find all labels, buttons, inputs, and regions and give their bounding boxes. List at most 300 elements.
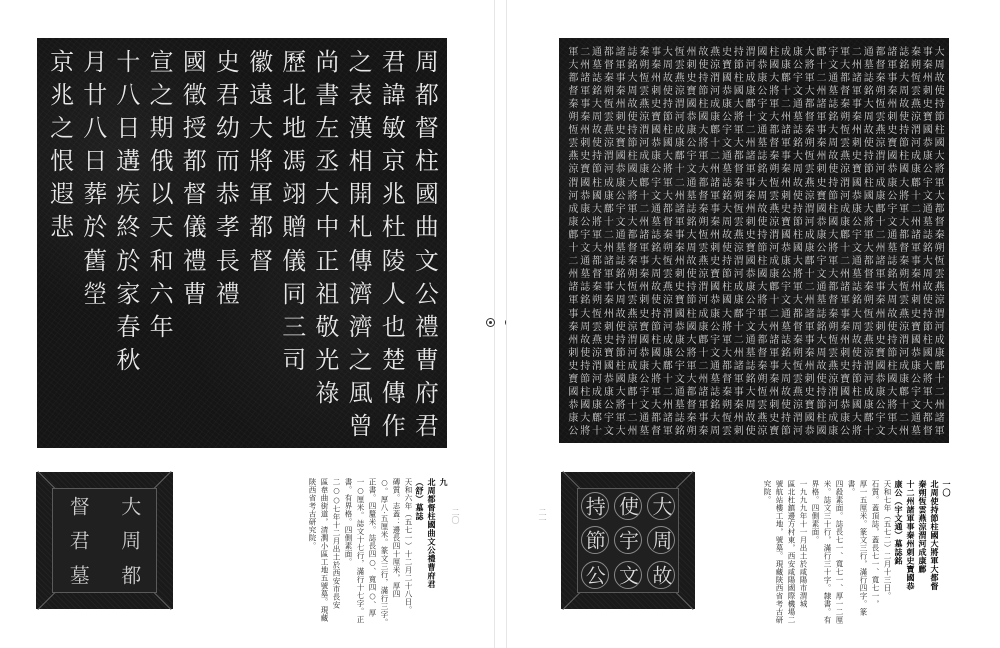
inscription-char: 燕 bbox=[896, 307, 908, 318]
inscription-char: 寶 bbox=[908, 320, 920, 331]
inscription-char: 秦 bbox=[920, 58, 932, 69]
inscription-char: 秦 bbox=[648, 58, 660, 69]
inscription-char: 都 bbox=[766, 124, 778, 135]
inscription-char: 康 bbox=[908, 359, 920, 370]
inscription-char bbox=[242, 376, 275, 409]
inscription-char: 周 bbox=[920, 268, 932, 279]
inscription-char: 督 bbox=[684, 399, 696, 410]
inscription-char: 諸 bbox=[873, 255, 885, 266]
inscription-char bbox=[176, 309, 209, 342]
inscription-char: 大 bbox=[624, 176, 636, 187]
inscription-char: 恆 bbox=[719, 412, 731, 423]
inscription-char: 將 bbox=[660, 163, 672, 174]
inscription-char: 雲 bbox=[731, 215, 743, 226]
inscription-char: 周 bbox=[849, 320, 861, 331]
inscription-char: 燕 bbox=[754, 412, 766, 423]
inscription-char: 持 bbox=[660, 97, 672, 108]
inscription-char: 事 bbox=[577, 97, 589, 108]
inscription-char: 寶 bbox=[636, 320, 648, 331]
inscription-char: 大 bbox=[310, 181, 339, 206]
inscription-char: 大 bbox=[837, 58, 849, 69]
inscription-char: 柱 bbox=[660, 124, 672, 135]
inscription-char: 恆 bbox=[731, 202, 743, 213]
inscription-char: 故 bbox=[778, 386, 790, 397]
inscription-char bbox=[76, 309, 109, 342]
inscription-char: 雲 bbox=[589, 320, 601, 331]
inscription-char: 而 bbox=[211, 148, 240, 173]
inscription-char bbox=[275, 376, 308, 409]
epitaph-lid-rubbing-right bbox=[561, 472, 695, 609]
inscription-char: 文 bbox=[577, 242, 589, 253]
inscription-char: 康 bbox=[766, 268, 778, 279]
inscription-char: 書 bbox=[310, 81, 339, 106]
inscription-char: 大 bbox=[802, 45, 814, 56]
inscription-char: 宇 bbox=[825, 45, 837, 56]
inscription-char: 誌 bbox=[884, 255, 896, 266]
inscription-char: 二 bbox=[565, 255, 577, 266]
lid-char: 宇 bbox=[611, 523, 644, 557]
inscription-char: 周 bbox=[684, 242, 696, 253]
caption-line: ○。厚八·五厘米。篆文三行，滿行三字。 bbox=[380, 478, 389, 627]
inscription-char: 朔 bbox=[790, 346, 802, 357]
inscription-char: 督 bbox=[648, 425, 660, 436]
inscription-char: 宇 bbox=[754, 97, 766, 108]
inscription-char: 寶 bbox=[920, 111, 932, 122]
entry-description bbox=[761, 480, 893, 630]
inscription-char: 月 bbox=[78, 48, 107, 73]
inscription-char: 渭 bbox=[766, 228, 778, 239]
inscription-char: 督 bbox=[920, 425, 932, 436]
inscription-char: 軍 bbox=[802, 320, 814, 331]
inscription-char: 燕 bbox=[825, 359, 837, 370]
inscription-char: 刺 bbox=[648, 84, 660, 95]
lid-char: 公 bbox=[578, 558, 611, 592]
entry-title bbox=[414, 478, 438, 628]
inscription-char: 都 bbox=[731, 150, 743, 161]
inscription-char: 河 bbox=[707, 84, 719, 95]
inscription-char: 雲 bbox=[896, 294, 908, 305]
inscription-char: 鄜 bbox=[873, 202, 885, 213]
inscription-char: 將 bbox=[766, 84, 778, 95]
inscription-char: 將 bbox=[932, 163, 944, 174]
inscription-char: 雲 bbox=[908, 84, 920, 95]
inscription-char: 鄜 bbox=[802, 255, 814, 266]
inscription-char: 渭 bbox=[825, 386, 837, 397]
inscription-char: 州 bbox=[837, 268, 849, 279]
inscription-char: 燕 bbox=[873, 124, 885, 135]
inscription-char: 國 bbox=[908, 333, 920, 344]
inscription-char: 秦 bbox=[695, 202, 707, 213]
inscription-char: 軍 bbox=[731, 373, 743, 384]
inscription-char: 恭 bbox=[802, 425, 814, 436]
inscription-char: 軍 bbox=[613, 58, 625, 69]
inscription-char: 二 bbox=[672, 176, 684, 187]
inscription-char: 涼 bbox=[896, 320, 908, 331]
inscription-char: 州 bbox=[873, 242, 885, 253]
inscription-char: 將 bbox=[624, 189, 636, 200]
inscription-char: 諸 bbox=[837, 281, 849, 292]
inscription-char: 軍 bbox=[660, 176, 672, 187]
caption-line: （舒）墓誌 bbox=[415, 478, 425, 521]
inscription-char: 銘 bbox=[648, 242, 660, 253]
caption-line: 一九九九年十一月出土於咸陽市渭城 bbox=[799, 480, 808, 608]
inscription-char: 諸 bbox=[636, 228, 648, 239]
inscription-char: 國 bbox=[613, 373, 625, 384]
inscription-char: 幼 bbox=[211, 114, 240, 139]
inscription-char: 秦 bbox=[589, 281, 601, 292]
inscription-char: 公 bbox=[636, 373, 648, 384]
inscription-char: 史 bbox=[849, 150, 861, 161]
inscription-char: 故 bbox=[743, 412, 755, 423]
inscription-char: 督 bbox=[837, 84, 849, 95]
epitaph-rubbing-left bbox=[37, 38, 447, 448]
inscription-char: 周 bbox=[624, 84, 636, 95]
inscription-char: 秦 bbox=[613, 84, 625, 95]
inscription-char: 故 bbox=[577, 333, 589, 344]
inscription-char: 秦 bbox=[873, 71, 885, 82]
inscription-char: 大 bbox=[884, 281, 896, 292]
inscription-char: 節 bbox=[790, 215, 802, 226]
inscription-char: 河 bbox=[589, 373, 601, 384]
inscription-char bbox=[43, 409, 76, 442]
entry-number: 九 bbox=[439, 478, 449, 487]
inscription-char: 朔 bbox=[896, 268, 908, 279]
inscription-char: 祖 bbox=[310, 280, 339, 305]
inscription-char: 傳 bbox=[344, 247, 373, 272]
inscription-char: 州 bbox=[932, 399, 944, 410]
inscription-char: 軍 bbox=[861, 228, 873, 239]
inscription-char: 通 bbox=[707, 359, 719, 370]
inscription-char: 大 bbox=[613, 386, 625, 397]
inscription-char: 墓 bbox=[577, 268, 589, 279]
inscription-char: 曾 bbox=[344, 413, 373, 438]
inscription-char: 公 bbox=[707, 320, 719, 331]
inscription-char: 軍 bbox=[565, 294, 577, 305]
inscription-char: 柱 bbox=[589, 176, 601, 187]
inscription-char: 周 bbox=[613, 294, 625, 305]
inscription-char: 大 bbox=[825, 268, 837, 279]
inscription-char: 軍 bbox=[577, 84, 589, 95]
inscription-char: 州 bbox=[802, 359, 814, 370]
inscription-char: 銘 bbox=[719, 189, 731, 200]
inscription-char: 節 bbox=[695, 84, 707, 95]
inscription-char: 國 bbox=[743, 255, 755, 266]
inscription-char: 諸 bbox=[601, 255, 613, 266]
inscription-char: 節 bbox=[613, 346, 625, 357]
inscription-char: 國 bbox=[825, 215, 837, 226]
inscription-char: 史 bbox=[707, 255, 719, 266]
caption-line: 四殺素面。誌長七一、寬七一、厚一二厘 bbox=[835, 480, 844, 624]
inscription-char: 燕 bbox=[624, 307, 636, 318]
inscription-char: 二 bbox=[766, 307, 778, 318]
inscription-char: 大 bbox=[684, 373, 696, 384]
inscription-char: 節 bbox=[861, 163, 873, 174]
inscription-char: 鄜 bbox=[778, 71, 790, 82]
inscription-char: 軍 bbox=[589, 228, 601, 239]
inscription-char: 墓 bbox=[778, 320, 790, 331]
inscription-char: 家 bbox=[111, 280, 140, 305]
inscription-char: 軍 bbox=[884, 58, 896, 69]
inscription-char: 二 bbox=[837, 255, 849, 266]
inscription-char: 誌 bbox=[813, 307, 825, 318]
inscription-char: 事 bbox=[802, 333, 814, 344]
inscription-char: 相 bbox=[344, 148, 373, 173]
inscription-char: 史 bbox=[565, 359, 577, 370]
inscription-char: 陵 bbox=[377, 247, 406, 272]
inscription-char: 康 bbox=[837, 215, 849, 226]
inscription-char: 文 bbox=[813, 268, 825, 279]
inscription-char: 柱 bbox=[884, 359, 896, 370]
inscription-char: 督 bbox=[790, 320, 802, 331]
caption-right bbox=[761, 480, 953, 630]
inscription-char: 雲 bbox=[672, 58, 684, 69]
inscription-char: 諸 bbox=[695, 386, 707, 397]
inscription-char: 敬 bbox=[310, 313, 339, 338]
inscription-char: 將 bbox=[825, 242, 837, 253]
inscription-char: 故 bbox=[896, 97, 908, 108]
inscription-char: 涼 bbox=[873, 137, 885, 148]
inscription-char: 文 bbox=[613, 215, 625, 226]
inscription-char: 督 bbox=[695, 189, 707, 200]
inscription-char: 秦 bbox=[837, 97, 849, 108]
inscription-char: 都 bbox=[825, 281, 837, 292]
inscription-char: 禮 bbox=[178, 247, 207, 272]
inscription-char: 州 bbox=[837, 333, 849, 344]
inscription-char: 康 bbox=[790, 45, 802, 56]
inscription-char: 司 bbox=[277, 347, 306, 372]
inscription-char: 史 bbox=[908, 307, 920, 318]
inscription-char: 君 bbox=[377, 48, 406, 73]
inscription-char bbox=[209, 409, 242, 442]
inscription-char: 督 bbox=[601, 58, 613, 69]
inscription-char: 康 bbox=[672, 137, 684, 148]
inscription-char: 通 bbox=[636, 412, 648, 423]
inscription-char: 諸 bbox=[766, 333, 778, 344]
inscription-char: 節 bbox=[589, 163, 601, 174]
inscription-char: 大 bbox=[648, 399, 660, 410]
inscription-char: 大 bbox=[790, 255, 802, 266]
inscription-char: 葬 bbox=[78, 181, 107, 206]
inscription-char: 成 bbox=[896, 359, 908, 370]
inscription-char: 州 bbox=[778, 176, 790, 187]
inscription-char: 史 bbox=[672, 281, 684, 292]
inscription-char: 事 bbox=[849, 97, 861, 108]
inscription-char: 風 bbox=[344, 380, 373, 405]
inscription-char: 通 bbox=[884, 228, 896, 239]
inscription-char: 持 bbox=[932, 97, 944, 108]
inscription-char: 州 bbox=[884, 97, 896, 108]
inscription-char: 塋 bbox=[78, 280, 107, 305]
inscription-char: 墓 bbox=[743, 346, 755, 357]
inscription-char: 周 bbox=[790, 163, 802, 174]
inscription-char: 恭 bbox=[565, 399, 577, 410]
inscription-char: 恆 bbox=[672, 45, 684, 56]
inscription-char: 二 bbox=[624, 412, 636, 423]
inscription-char: 大 bbox=[731, 97, 743, 108]
inscription-char: 鄜 bbox=[707, 124, 719, 135]
inscription-char: 軍 bbox=[920, 386, 932, 397]
inscription-char: 和 bbox=[145, 247, 174, 272]
inscription-char: 十 bbox=[565, 242, 577, 253]
inscription-char: 大 bbox=[589, 242, 601, 253]
inscription-char: 朔 bbox=[754, 373, 766, 384]
inscription-char: 大 bbox=[719, 307, 731, 318]
inscription-char: 十 bbox=[589, 425, 601, 436]
inscription-char: 軍 bbox=[244, 181, 273, 206]
inscription-char: 持 bbox=[754, 228, 766, 239]
inscription-char: 恆 bbox=[766, 176, 778, 187]
inscription-char: 國 bbox=[932, 137, 944, 148]
inscription-char: 涼 bbox=[695, 268, 707, 279]
inscription-char: 日 bbox=[78, 148, 107, 173]
inscription-char: 史 bbox=[636, 307, 648, 318]
inscription-char: 督 bbox=[802, 111, 814, 122]
inscription-char: 銘 bbox=[707, 399, 719, 410]
inscription-char: 州 bbox=[565, 333, 577, 344]
inscription-char: 之 bbox=[145, 81, 174, 106]
inscription-char: 銘 bbox=[589, 84, 601, 95]
inscription-char: 徽 bbox=[244, 48, 273, 73]
inscription-char: 恨 bbox=[45, 148, 74, 173]
inscription-char: 曹 bbox=[178, 280, 207, 305]
inscription-char: 刺 bbox=[636, 294, 648, 305]
inscription-char: 成 bbox=[766, 255, 778, 266]
caption-line: 康公（宇文通）墓誌銘 bbox=[894, 480, 904, 565]
inscription-char: 故 bbox=[825, 150, 837, 161]
inscription-char: 成 bbox=[802, 228, 814, 239]
lid-inscription-left bbox=[52, 488, 157, 593]
inscription-char: 軍 bbox=[624, 202, 636, 213]
inscription-char: 恆 bbox=[754, 386, 766, 397]
inscription-char: 涼 bbox=[754, 425, 766, 436]
inscription-char: 恭 bbox=[601, 373, 613, 384]
inscription-char: 恭 bbox=[884, 163, 896, 174]
inscription-char: 秦 bbox=[684, 412, 696, 423]
caption-line: 陝西省考古研究院。 bbox=[308, 478, 317, 550]
inscription-char: 軍 bbox=[601, 268, 613, 279]
inscription-char: 河 bbox=[802, 215, 814, 226]
inscription-char: 誌 bbox=[896, 45, 908, 56]
inscription-char: 鄜 bbox=[731, 307, 743, 318]
inscription-char: 大 bbox=[861, 242, 873, 253]
inscription-char: 國 bbox=[684, 97, 696, 108]
inscription-char: 州 bbox=[908, 281, 920, 292]
inscription-char: 康 bbox=[636, 359, 648, 370]
inscription-char: 鄜 bbox=[813, 45, 825, 56]
inscription-char: 史 bbox=[577, 150, 589, 161]
inscription-char: 刺 bbox=[884, 111, 896, 122]
inscription-char: 國 bbox=[884, 150, 896, 161]
inscription-char: 康 bbox=[920, 150, 932, 161]
inscription-char: 周 bbox=[719, 215, 731, 226]
inscription-char: 鄜 bbox=[896, 386, 908, 397]
inscription-char: 軍 bbox=[896, 202, 908, 213]
inscription-char: 雲 bbox=[719, 425, 731, 436]
inscription-char: 恆 bbox=[896, 281, 908, 292]
inscription-char: 節 bbox=[932, 111, 944, 122]
inscription-char: 銘 bbox=[624, 58, 636, 69]
inscription-char: 鄜 bbox=[660, 359, 672, 370]
inscription-char: 朔 bbox=[719, 399, 731, 410]
inscription-char: 河 bbox=[695, 294, 707, 305]
inscription-char: 大 bbox=[719, 202, 731, 213]
inscription-char: 鄜 bbox=[624, 386, 636, 397]
inscription-char: 節 bbox=[731, 58, 743, 69]
inscription-char: 十 bbox=[695, 346, 707, 357]
caption-line: 天和七年（五七二）二月十三日。 bbox=[883, 480, 892, 600]
inscription-char: 持 bbox=[884, 333, 896, 344]
inscription-char: 作 bbox=[377, 413, 406, 438]
inscription-char: 十 bbox=[624, 399, 636, 410]
inscription-char: 二 bbox=[802, 281, 814, 292]
inscription-char: 十 bbox=[672, 163, 684, 174]
inscription-char: 國 bbox=[648, 346, 660, 357]
inscription-char: 河 bbox=[766, 242, 778, 253]
epitaph-rubbing-right bbox=[559, 38, 949, 443]
inscription-char: 軍 bbox=[932, 425, 944, 436]
inscription-char: 鄜 bbox=[589, 412, 601, 423]
inscription-char: 鄜 bbox=[766, 281, 778, 292]
inscription-char: 涼 bbox=[601, 137, 613, 148]
inscription-char: 州 bbox=[684, 45, 696, 56]
inscription-char: 秦 bbox=[766, 150, 778, 161]
inscription-char: 河 bbox=[932, 320, 944, 331]
caption-line: 米。誌文三十行，滿行三十字。隸書。有 bbox=[823, 480, 832, 624]
inscription-char: 墓 bbox=[849, 268, 861, 279]
inscription-char: 二 bbox=[695, 359, 707, 370]
inscription-char: 宇 bbox=[790, 71, 802, 82]
inscription-char: 表 bbox=[344, 81, 373, 106]
inscription-char: 大 bbox=[920, 399, 932, 410]
inscription-char: 秦 bbox=[825, 307, 837, 318]
inscription-char: 康 bbox=[861, 399, 873, 410]
inscription-char: 漢 bbox=[344, 114, 373, 139]
inscription-char: 史 bbox=[648, 97, 660, 108]
inscription-char: 二 bbox=[932, 386, 944, 397]
inscription-char: 朔 bbox=[601, 84, 613, 95]
inscription-char: 誌 bbox=[849, 281, 861, 292]
inscription-char: 渭 bbox=[743, 45, 755, 56]
inscription-char: 故 bbox=[695, 45, 707, 56]
inscription-char: 大 bbox=[624, 215, 636, 226]
inscription-char: 朔 bbox=[932, 242, 944, 253]
inscription-char: 成 bbox=[873, 176, 885, 187]
inscription-char: 河 bbox=[873, 163, 885, 174]
inscription-char: 督 bbox=[873, 58, 885, 69]
inscription-char: 使 bbox=[648, 294, 660, 305]
inscription-char: 國 bbox=[178, 48, 207, 73]
inscription-char: 國 bbox=[719, 294, 731, 305]
inscription-char: 成 bbox=[695, 307, 707, 318]
inscription-char: 銘 bbox=[743, 373, 755, 384]
inscription-char: 秦 bbox=[754, 359, 766, 370]
inscription-char: 大 bbox=[577, 412, 589, 423]
inscription-char: 持 bbox=[589, 150, 601, 161]
inscription-char: 寶 bbox=[766, 425, 778, 436]
inscription-char bbox=[275, 409, 308, 442]
inscription-char: 諸 bbox=[813, 97, 825, 108]
inscription-char: 康 bbox=[601, 386, 613, 397]
inscription-char: 康 bbox=[778, 58, 790, 69]
inscription-char: 誌 bbox=[861, 71, 873, 82]
inscription-char: 州 bbox=[731, 412, 743, 423]
inscription-char: 將 bbox=[577, 425, 589, 436]
inscription-char: 秦 bbox=[873, 294, 885, 305]
inscription-char: 誌 bbox=[743, 359, 755, 370]
inscription-char: 諸 bbox=[565, 281, 577, 292]
inscription-char: 軍 bbox=[731, 124, 743, 135]
inscription-char: 故 bbox=[660, 71, 672, 82]
